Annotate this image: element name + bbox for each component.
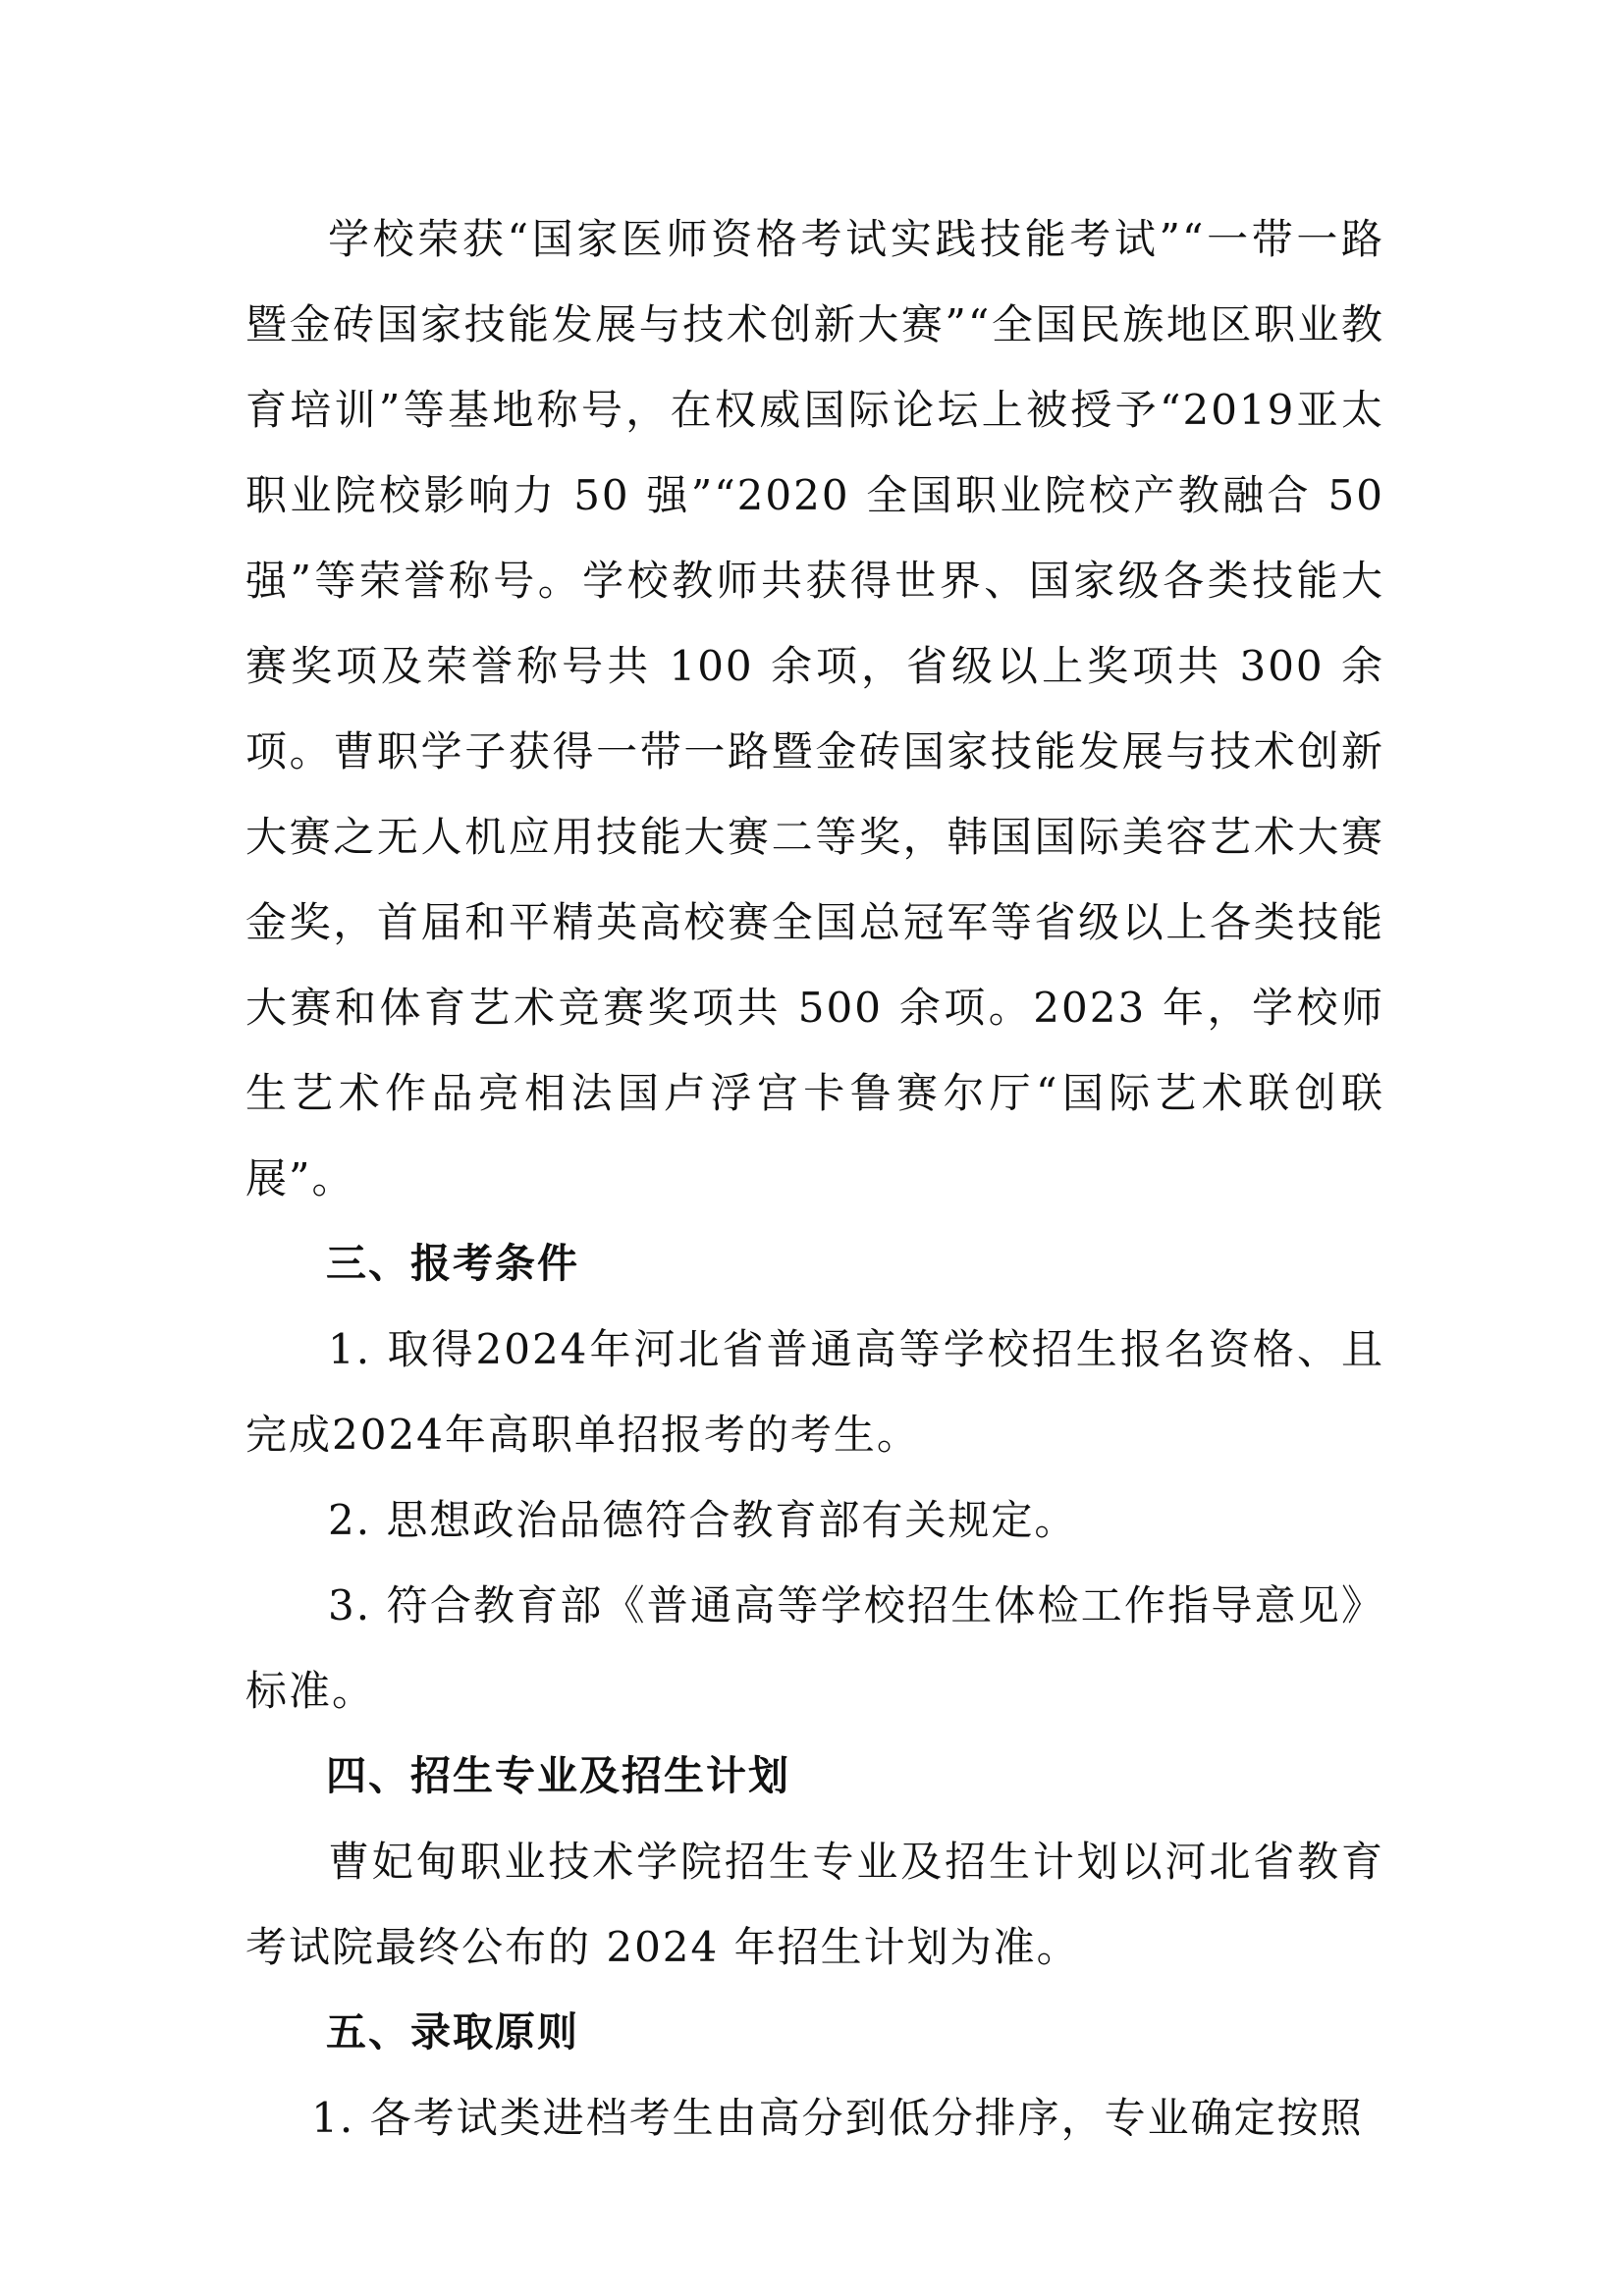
document-body bbox=[245, 196, 1384, 2161]
section-heading-3: 三、报考条件 bbox=[326, 1240, 579, 1287]
condition-3: 3. 符合教育部《普通高等学校招生体检工作指导意见》标准。 bbox=[245, 1581, 1384, 1715]
paragraph-plan: 曹妃甸职业技术学院招生专业及招生计划以河北省教育考试院最终公布的 2024 年招生计划为准。 bbox=[245, 1838, 1384, 1971]
condition-1: 1. 取得2024年河北省普通高等学校招生报名资格、且完成2024年高职单招报考的考生。 bbox=[245, 1325, 1384, 1459]
section-heading-5: 五、录取原则 bbox=[326, 2008, 579, 2056]
paragraph-awards: 学校荣获“国家医师资格考试实践技能考试”“一带一路暨金砖国家技能发展与技术创新大赛”“全国民族地区职业教育培训”等基地称号，在权威国际论坛上被授予“2019亚太职业院校影响力 50 强”“2020 全国职业院校产教融合 50 强”等荣誉称号。学校教师共获得世界、国家级各类技能大赛奖项及荣誉称号共 100 余项，省级以上奖项共 300 余项。曹职学子获得一带一路暨金砖国家技能发展与技术创新大赛之无人机应用技能大赛二等奖，韩国国际美容艺术大赛金奖，首届和平精英高校赛全国总冠军等省级以上各类技能大赛和体育艺术竞赛奖项共 500 余项。2023 年，学校师生艺术作品亮相法国卢浮宫卡鲁赛尔厅“国际艺术联创联展”。 bbox=[245, 215, 1384, 1202]
section-heading-4: 四、招生专业及招生计划 bbox=[326, 1752, 790, 1799]
rule-1: 1. 各考试类进档考生由高分到低分排序，专业确定按照 bbox=[311, 2094, 1364, 2142]
condition-2: 2. 思想政治品德符合教育部有关规定。 bbox=[328, 1496, 1078, 1544]
